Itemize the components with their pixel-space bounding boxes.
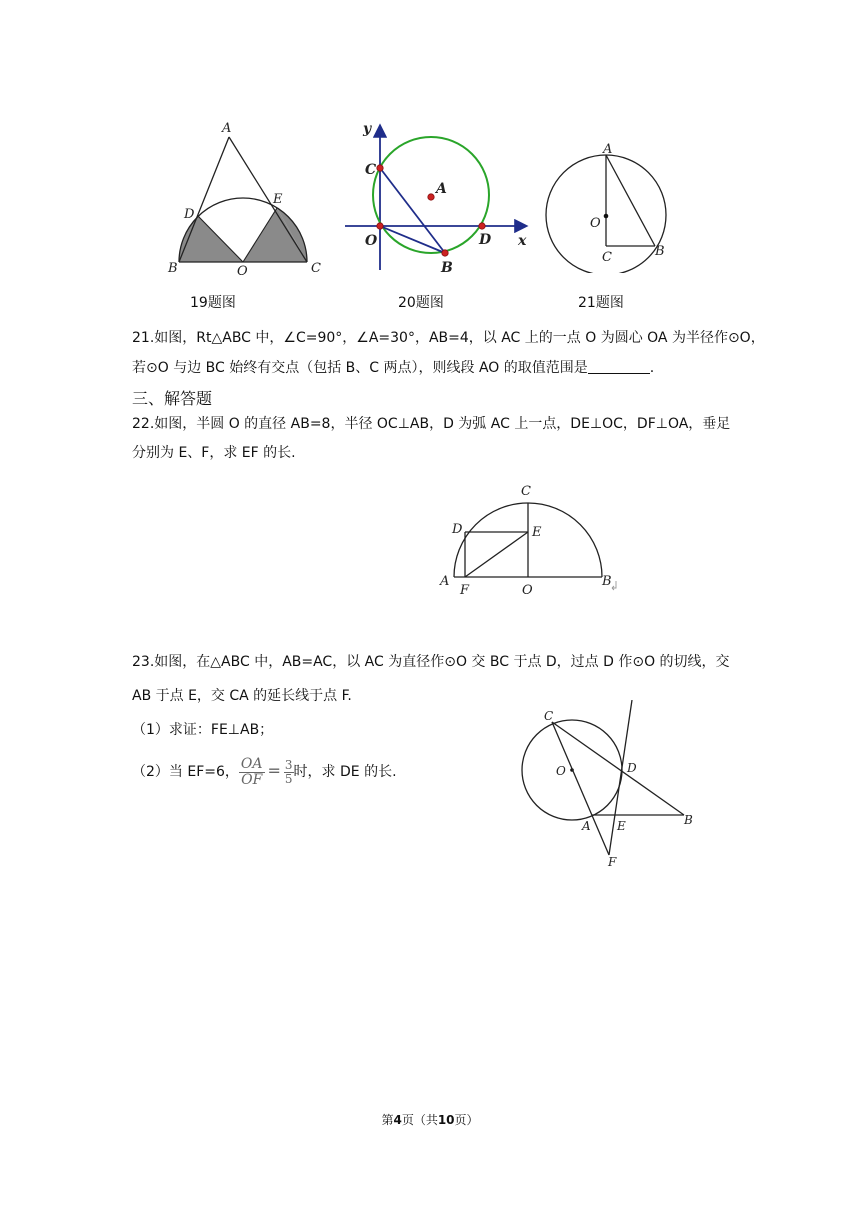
label-o: O [237, 264, 248, 279]
label-c: C [521, 484, 531, 499]
answer-blank [588, 359, 650, 374]
label-c: C [602, 250, 612, 265]
label-b: B [168, 261, 178, 276]
figure-20 [345, 115, 535, 275]
q21-line1: 21.如图，Rt△ABC 中，∠C=90°，∠A=30°，AB=4，以 AC 上的一点 O 为圆心 OA 为半径作⊙O， [132, 330, 765, 346]
label-d: D [452, 522, 463, 537]
label-d: D [479, 232, 492, 248]
label-c: C [365, 162, 377, 178]
label-a: A [436, 181, 447, 197]
label-b: B [655, 244, 665, 259]
label-o: O [365, 233, 378, 249]
q21-line2-end: . [649, 360, 655, 376]
label-a: A [222, 121, 232, 136]
frac-denominator: OF [241, 771, 263, 788]
q23-part2-suffix: 时，求 DE 的长. [293, 764, 397, 780]
label-e: E [617, 819, 626, 833]
label-b: B [602, 574, 612, 589]
label-d: D [184, 207, 195, 222]
label-a: A [603, 142, 613, 157]
label-f: F [460, 583, 470, 598]
label-c: C [544, 709, 554, 723]
shaded-region [160, 110, 307, 262]
label-b: B [441, 260, 453, 275]
figure-19 [160, 110, 335, 280]
figure-21 [540, 138, 680, 273]
label-y: y [363, 121, 372, 137]
q23-line1: 23.如图，在△ABC 中，AB=AC，以 AC 为直径作⊙O 交 BC 于点 D，过点 D 作⊙O 的切线，交 [132, 654, 730, 670]
label-a: A [440, 574, 450, 589]
caption-20: 20题图 [398, 295, 444, 311]
q23-part2-prefix: （2）当 EF=6， [132, 764, 239, 780]
footer-middle: 页（共 [401, 1113, 438, 1127]
footer-suffix: 页） [454, 1113, 479, 1127]
label-o: O [590, 216, 601, 231]
figure-23 [512, 700, 712, 872]
label-e: E [273, 192, 283, 207]
page-footer [0, 1111, 860, 1128]
q22-line1: 22.如图，半圆 O 的直径 AB=8，半径 OC⊥AB，D 为弧 AC 上一点，DE⊥OC，DF⊥OA，垂足 [132, 416, 731, 432]
q23-line2: AB 于点 E，交 CA 的延长线于点 F. [132, 688, 352, 704]
frac2-numerator: 3 [284, 757, 293, 772]
fraction-oa-of [239, 757, 265, 788]
fraction-3-5 [284, 759, 294, 786]
label-d: D [627, 761, 637, 775]
label-a: A [582, 819, 591, 833]
footer-total-pages: 10 [437, 1113, 455, 1127]
label-x: x [518, 233, 527, 249]
section-heading: 三、解答题 [132, 389, 213, 408]
q22-line2: 分别为 E、F，求 EF 的长. [132, 445, 296, 461]
caption-21: 21题图 [578, 295, 624, 311]
label-f: F [608, 855, 617, 869]
label-o: O [556, 764, 566, 778]
figure-22 [432, 478, 632, 600]
q21-line2 [132, 358, 654, 378]
label-e: E [532, 525, 542, 540]
footer-page-number: 4 [393, 1113, 402, 1127]
label-o: O [522, 583, 533, 598]
caption-19: 19题图 [190, 295, 236, 311]
frac-numerator: OA [240, 755, 263, 772]
label-c: C [311, 261, 321, 276]
q23-part1: （1）求证：FE⊥AB； [132, 722, 274, 738]
equals-sign: = [267, 761, 281, 780]
q23-part2 [132, 752, 397, 790]
frac2-denominator: 5 [284, 771, 293, 786]
label-b: B [684, 813, 693, 827]
footer-prefix: 第 [381, 1113, 394, 1127]
q21-line2-text: 若⊙O 与边 BC 始终有交点（包括 B、C 两点），则线段 AO 的取值范围是 [132, 360, 588, 376]
